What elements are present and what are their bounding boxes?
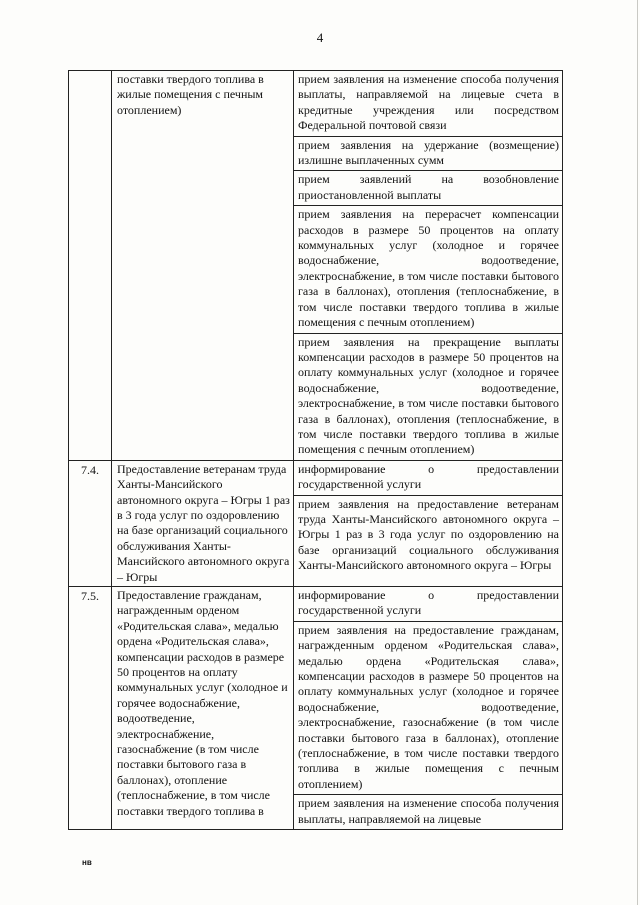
table-row bbox=[69, 460, 563, 586]
scan-edge-line bbox=[637, 0, 638, 905]
row-number bbox=[69, 71, 112, 461]
table-row bbox=[69, 71, 563, 461]
subservice-item: прием заявления на изменение способа получения выплаты, направляемой на лицевые счета в кредитные учреждения или посредством Федеральной почтовой связи bbox=[294, 71, 562, 137]
page-number: 4 bbox=[316, 30, 324, 45]
subservice-list bbox=[294, 71, 563, 461]
service-name: поставки твердого топлива в жилые помещения с печным отоплением) bbox=[112, 71, 294, 461]
subservice-list bbox=[294, 587, 563, 830]
subservice-item: информирование о предоставлении государственной услуги bbox=[294, 461, 562, 496]
row-number: 7.5. bbox=[69, 587, 112, 830]
subservice-item: прием заявлений на возобновление приостановленной выплаты bbox=[294, 171, 562, 206]
subservice-item: прием заявления на удержание (возмещение) излишне выплаченных сумм bbox=[294, 137, 562, 172]
service-name: Предоставление ветеранам труда Ханты-Мансийского автономного округа – Югры 1 раз в 3 года услуг по оздоровлению на базе организаций социального обслуживания Ханты-Мансийского автономного округа – Югры bbox=[112, 460, 294, 586]
subservice-list bbox=[294, 460, 563, 586]
service-name: Предоставление гражданам, награжденным орденом «Родительская слава», медалью ордена «Родительская слава», компенсации расходов в размере 50 процентов на оплату коммунальных услуг (холодное и горячее водоснабжение, водоотведение, электроснабжение, газоснабжение (в том числе поставки бытового газа в баллонах), отопление (теплоснабжение, в том числе поставки твердого топлива в bbox=[112, 587, 294, 830]
subservice-item: прием заявления на предоставление ветеранам труда Ханты-Мансийского автономного округа – Югры 1 раз в 3 года услуг по оздоровлению на базе организаций социального обслуживания Ханты-Мансийского автономного округа – Югры bbox=[298, 496, 559, 573]
subservice-item: информирование о предоставлении государственной услуги bbox=[294, 587, 562, 622]
subservice-item: прием заявления на изменение способа получения выплаты, направляемой на лицевые bbox=[298, 796, 559, 826]
row-number: 7.4. bbox=[69, 460, 112, 586]
subservice-item: прием заявления на перерасчет компенсации расходов в размере 50 процентов на оплату коммунальных услуг (холодное и горячее водоснабжение, водоотведение, электроснабжение, в том числе поставки бытового газа в баллонах), отопления (теплоснабжение, в том числе поставки твердого топлива в жилые помещения с печным отоплением) bbox=[294, 206, 562, 333]
table-row bbox=[69, 587, 563, 830]
footer-mark: нв bbox=[82, 858, 92, 867]
services-table bbox=[68, 70, 563, 830]
subservice-item: прием заявления на предоставление гражданам, награжденным орденом «Родительская слава», медалью ордена «Родительская слава», компенсации расходов в размере 50 процентов на оплату коммунальных услуг (холодное и горячее водоснабжение, водоотведение, электроснабжение, газоснабжение (в том числе поставки бытового газа в баллонах), отопление (теплоснабжение, в том числе поставки твердого топлива в жилые помещения с печным отоплением) bbox=[294, 622, 562, 795]
subservice-item: прием заявления на прекращение выплаты компенсации расходов в размере 50 процентов на оплату коммунальных услуг (холодное и горячее водоснабжение, водоотведение, электроснабжение, в том числе поставки бытового газа в баллонах), отопления (теплоснабжение, в том числе поставки твердого топлива в жилые помещения с печным отоплением) bbox=[298, 334, 559, 457]
